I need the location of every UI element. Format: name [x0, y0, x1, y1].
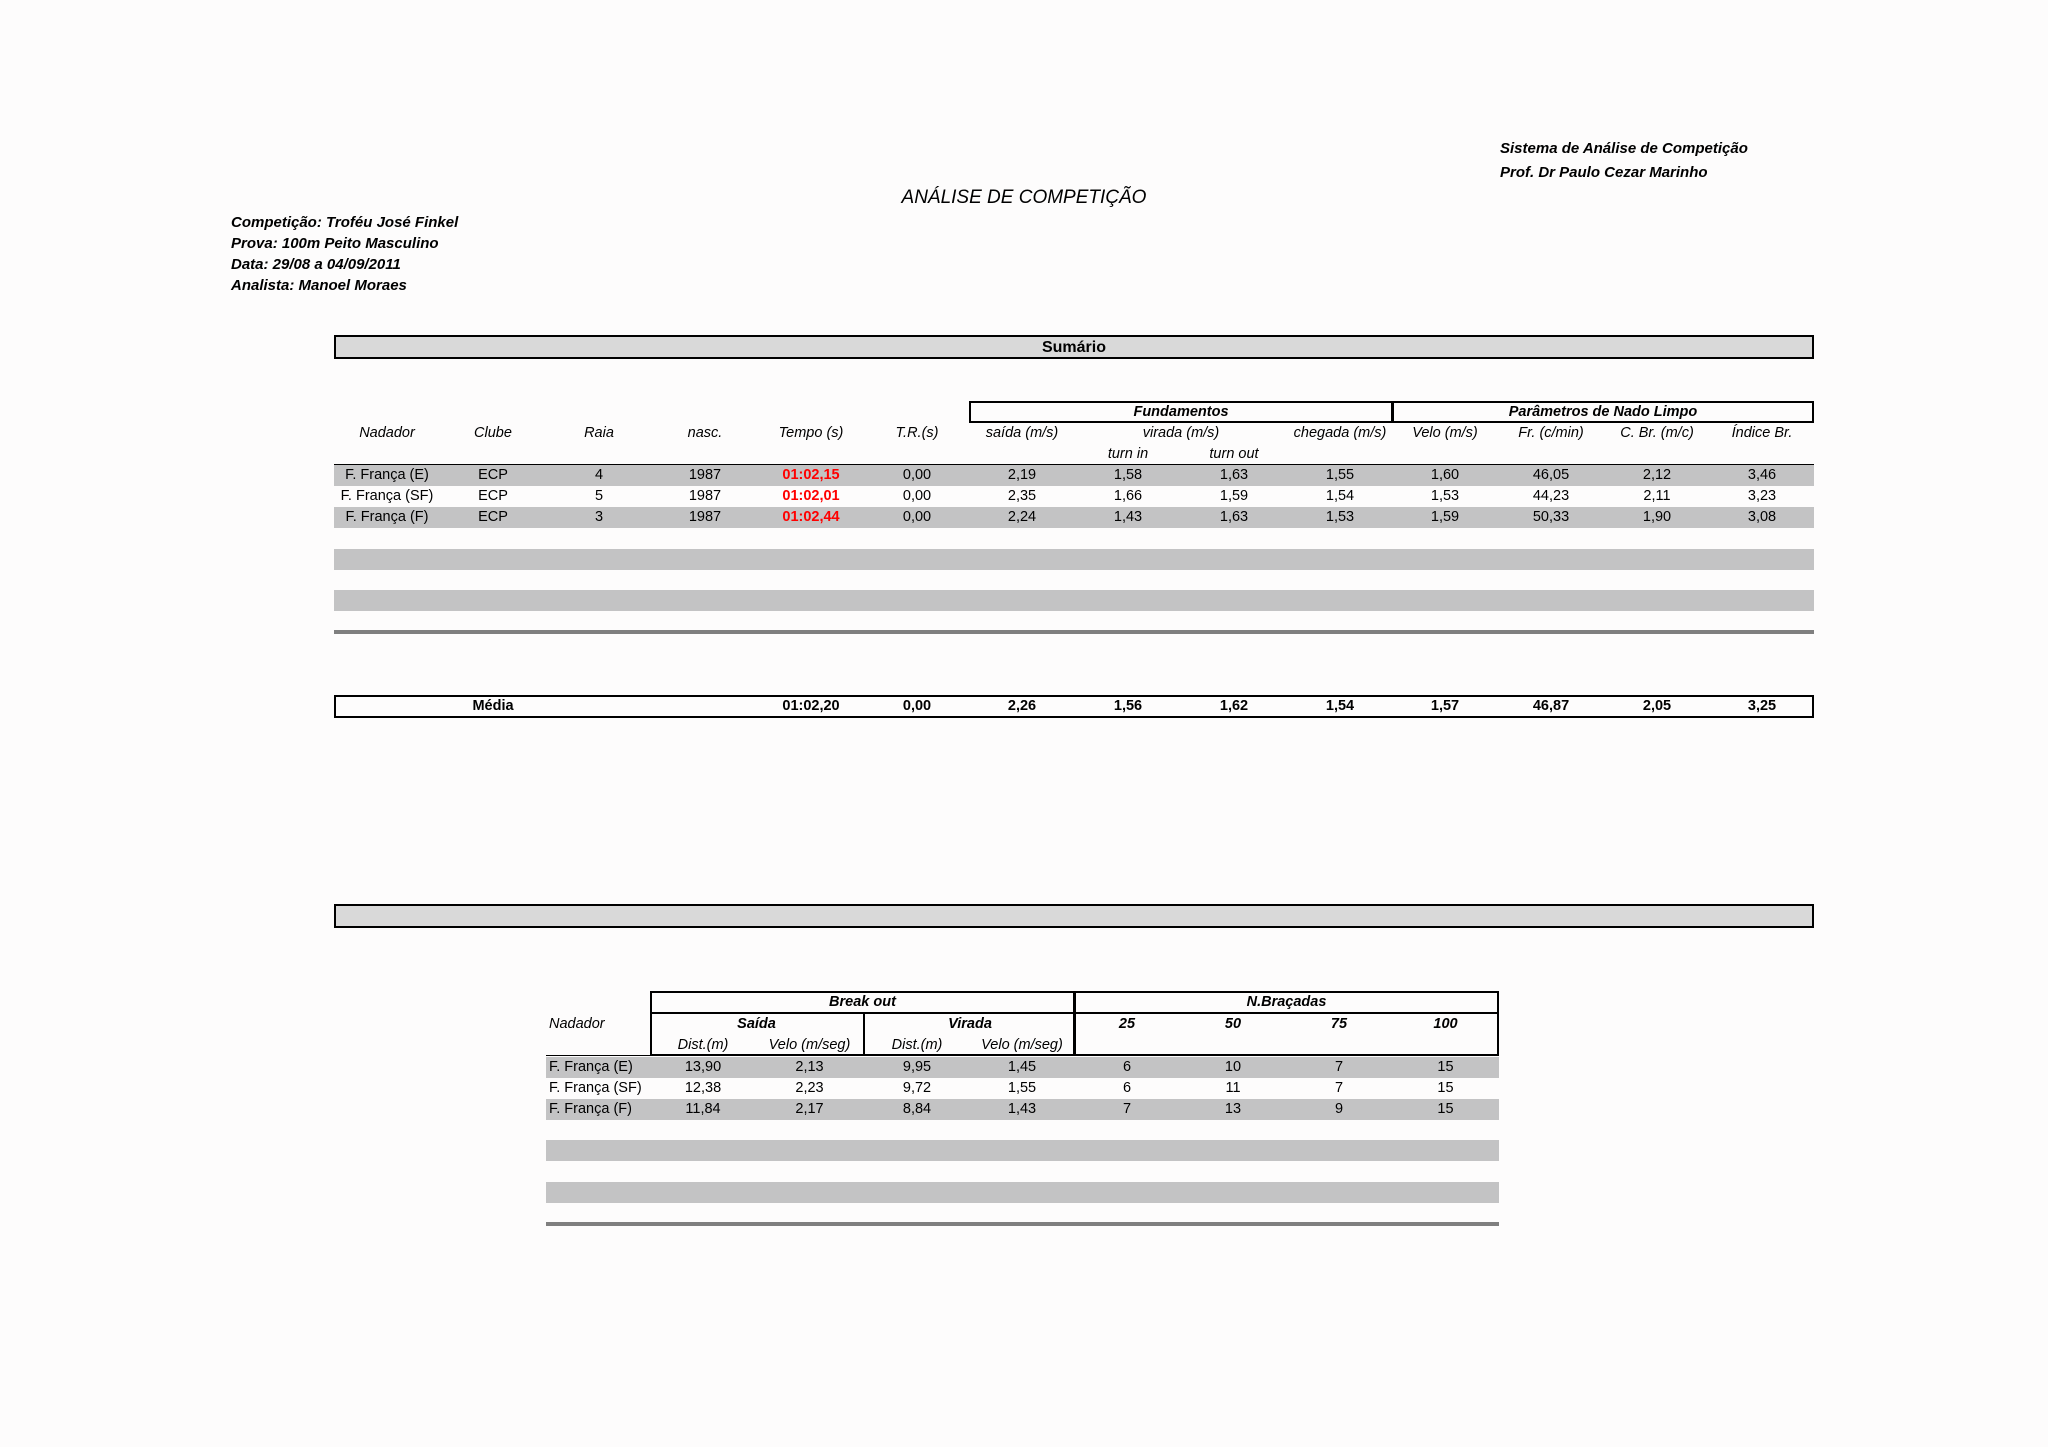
breakout-cell: 9 [1334, 1101, 1344, 1117]
summary-cell: 50,33 [1532, 509, 1570, 525]
breakout-cell: 15 [1437, 1080, 1454, 1096]
breakout-cell: 1,43 [1007, 1101, 1037, 1117]
summary-cell: 1987 [688, 467, 722, 483]
breakout-cell: 1,55 [1007, 1080, 1037, 1096]
breakout-cell: 9,95 [902, 1059, 932, 1075]
summary-cell: 1,53 [1430, 488, 1460, 504]
lap-header: 25 [1118, 1016, 1136, 1032]
column-header: C. Br. (m/c) [1620, 425, 1694, 441]
summary-cell: 5 [594, 488, 604, 504]
summary-cell: 01:02,44 [782, 509, 840, 525]
virada-header: Virada [948, 1016, 992, 1032]
fundamentos-label: Fundamentos [1133, 404, 1229, 420]
parametros-label: Parâmetros de Nado Limpo [1508, 404, 1698, 420]
media-value: 1,57 [1430, 698, 1460, 714]
lap-header: 50 [1224, 1016, 1242, 1032]
column-header: Raia [584, 425, 614, 441]
breakout-cell: 10 [1224, 1059, 1242, 1075]
summary-cell: 4 [594, 467, 604, 483]
summary-cell: 2,24 [1007, 509, 1037, 525]
breakout-cell: 15 [1437, 1059, 1454, 1075]
summary-cell: 1,43 [1113, 509, 1143, 525]
media-value: 1,62 [1219, 698, 1249, 714]
swimmer-name: F. França (SF) [340, 488, 434, 504]
empty-row-band [334, 590, 1814, 611]
media-value: 2,05 [1642, 698, 1672, 714]
saida-velo-header: Velo (m/seg) [768, 1037, 851, 1053]
summary-cell: 1,53 [1325, 509, 1355, 525]
breakout-cell: 8,84 [902, 1101, 932, 1117]
media-label: Média [472, 698, 514, 714]
summary-cell: 0,00 [902, 488, 932, 504]
breakout-cell: 13,90 [684, 1059, 722, 1075]
summary-cell: 44,23 [1532, 488, 1570, 504]
column-header: Clube [474, 425, 512, 441]
analyst-line: Analista: Manoel Moraes [231, 277, 407, 294]
professor-name: Prof. Dr Paulo Cezar Marinho [1500, 164, 1708, 181]
breakout-cell: 9,72 [902, 1080, 932, 1096]
competition-meta [231, 212, 458, 296]
column-header: virada (m/s) [1142, 425, 1220, 441]
virada-dist-header: Dist.(m) [891, 1037, 943, 1053]
breakout-cell: 11 [1225, 1080, 1241, 1096]
empty-row-band [546, 1140, 1499, 1161]
summary-cell: 01:02,15 [782, 467, 840, 483]
breakout-label: Break out [829, 994, 896, 1010]
summary-banner: Sumário [334, 335, 1814, 359]
turn-out-label: turn out [1209, 446, 1259, 462]
summary-cell: 1,60 [1430, 467, 1460, 483]
breakout-cell: 13 [1224, 1101, 1242, 1117]
media-value: 1,54 [1325, 698, 1355, 714]
swimmer-name: F. França (F) [345, 509, 429, 525]
media-value: 01:02,20 [782, 698, 840, 714]
summary-cell: 1,63 [1219, 509, 1249, 525]
media-value: 2,26 [1007, 698, 1037, 714]
swimmer-name: F. França (SF) [549, 1080, 642, 1096]
column-header: Tempo (s) [778, 425, 844, 441]
column-header: Velo (m/s) [1412, 425, 1478, 441]
summary-cell: 1,55 [1325, 467, 1355, 483]
summary-cell: 2,11 [1643, 488, 1671, 504]
saida-header: Saída [737, 1016, 776, 1032]
breakout-cell: 6 [1122, 1080, 1132, 1096]
breakout-cell: 7 [1122, 1101, 1132, 1117]
column-header: Fr. (c/min) [1518, 425, 1584, 441]
empty-row-band [334, 549, 1814, 570]
summary-cell: ECP [478, 509, 508, 525]
breakout-cell: 15 [1437, 1101, 1454, 1117]
turn-in-label: turn in [1107, 446, 1149, 462]
virada-velo-header: Velo (m/seg) [981, 1037, 1063, 1053]
summary-cell: 1,59 [1219, 488, 1249, 504]
breakout-header-rule [546, 1055, 1499, 1056]
section-banner [334, 904, 1814, 928]
summary-cell: 01:02,01 [782, 488, 840, 504]
system-title: Sistema de Análise de Competição [1500, 140, 1748, 157]
document-title: ANÁLISE DE COMPETIÇÃO [901, 187, 1147, 208]
breakout-cell: 2,13 [795, 1059, 824, 1075]
breakout-cell: 12,38 [684, 1080, 722, 1096]
bracadas-label: N.Braçadas [1246, 994, 1327, 1010]
media-value: 46,87 [1532, 698, 1570, 714]
summary-cell: 1,90 [1642, 509, 1672, 525]
date-line: Data: 29/08 a 04/09/2011 [231, 256, 401, 273]
swimmer-name: F. França (E) [549, 1059, 633, 1075]
media-value: 3,25 [1747, 698, 1777, 714]
nadador-header: Nadador [549, 1016, 605, 1032]
summary-cell: 46,05 [1532, 467, 1570, 483]
swimmer-name: F. França (E) [345, 467, 429, 483]
column-header: Nadador [359, 425, 415, 441]
empty-row-band [546, 1182, 1499, 1203]
saida-dist-header: Dist.(m) [677, 1037, 729, 1053]
summary-cell: 3,23 [1747, 488, 1777, 504]
swimmer-name: F. França (F) [549, 1101, 632, 1117]
summary-cell: 1987 [688, 509, 722, 525]
column-header: T.R.(s) [895, 425, 939, 441]
summary-cell: 2,19 [1007, 467, 1037, 483]
breakout-cell: 7 [1334, 1080, 1344, 1096]
summary-cell: 0,00 [902, 467, 932, 483]
summary-cell: 0,00 [902, 509, 932, 525]
summary-cell: ECP [478, 467, 508, 483]
event-line: Prova: 100m Peito Masculino [231, 235, 439, 252]
table-bottom-rule [334, 630, 1814, 634]
lap-header: 100 [1433, 1016, 1458, 1032]
summary-cell: 1,63 [1219, 467, 1249, 483]
breakout-cell: 7 [1334, 1059, 1344, 1075]
column-header: Índice Br. [1731, 425, 1793, 441]
summary-cell: 1,59 [1430, 509, 1460, 525]
column-header: chegada (m/s) [1293, 425, 1387, 441]
summary-cell: 3,08 [1747, 509, 1777, 525]
summary-cell: 1,54 [1325, 488, 1355, 504]
lap-header: 75 [1330, 1016, 1348, 1032]
summary-cell: ECP [478, 488, 508, 504]
breakout-cell: 1,45 [1007, 1059, 1037, 1075]
summary-cell: 1,66 [1113, 488, 1143, 504]
summary-cell: 2,35 [1007, 488, 1037, 504]
summary-cell: 1987 [688, 488, 722, 504]
breakout-bottom-rule [546, 1222, 1499, 1226]
summary-cell: 3 [594, 509, 604, 525]
breakout-cell: 6 [1122, 1059, 1132, 1075]
breakout-cell: 11,84 [685, 1101, 721, 1117]
column-header: saída (m/s) [985, 425, 1059, 441]
media-value: 0,00 [902, 698, 932, 714]
summary-cell: 1,58 [1113, 467, 1143, 483]
breakout-cell: 2,23 [795, 1080, 824, 1096]
media-value: 1,56 [1113, 698, 1143, 714]
summary-cell: 3,46 [1747, 467, 1777, 483]
summary-cell: 2,12 [1642, 467, 1672, 483]
breakout-cell: 2,17 [795, 1101, 824, 1117]
column-header: nasc. [687, 425, 723, 441]
competition-line: Competição: Troféu José Finkel [231, 214, 459, 231]
